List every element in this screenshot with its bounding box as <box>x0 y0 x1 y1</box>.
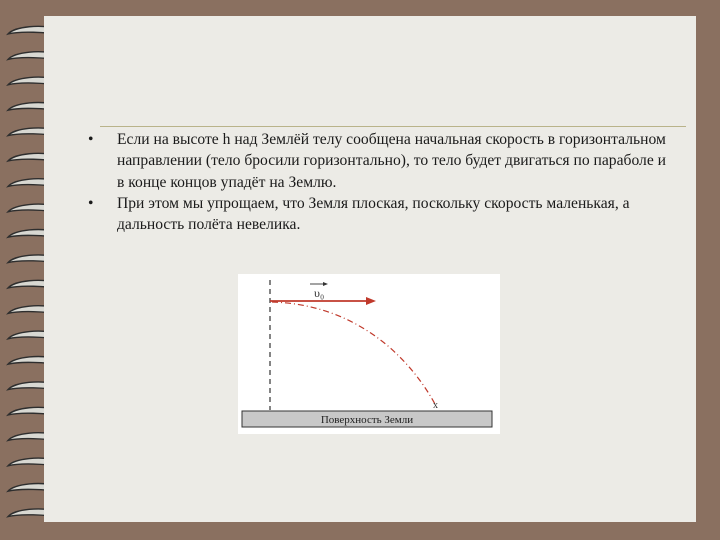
projectile-diagram <box>238 274 500 434</box>
divider-line <box>100 126 686 127</box>
bullet-item <box>88 129 668 193</box>
bullet-text: При этом мы упрощаем, что Земля плоская, поскольку скорость маленькая, а дальность полёта невелика. <box>117 194 630 234</box>
landing-mark: x <box>433 400 438 411</box>
velocity-arrow-head <box>366 297 376 305</box>
bullet-icon: • <box>88 194 94 212</box>
slide-page <box>44 16 696 522</box>
bullet-icon: • <box>88 131 94 148</box>
velocity-label: υ₀ <box>314 286 325 300</box>
bullet-list <box>88 129 668 235</box>
ground-label: Поверхность Земли <box>320 414 414 426</box>
bullet-text: Если на высоте h над Землёй телу сообщена начальная скорость в горизонтальном направлении (тело бросили горизонтально), то тело будет двигаться по параболе и в конце концов упадёт на Землю. <box>117 131 666 191</box>
bullet-item <box>88 193 668 236</box>
trajectory-curve <box>272 302 436 406</box>
